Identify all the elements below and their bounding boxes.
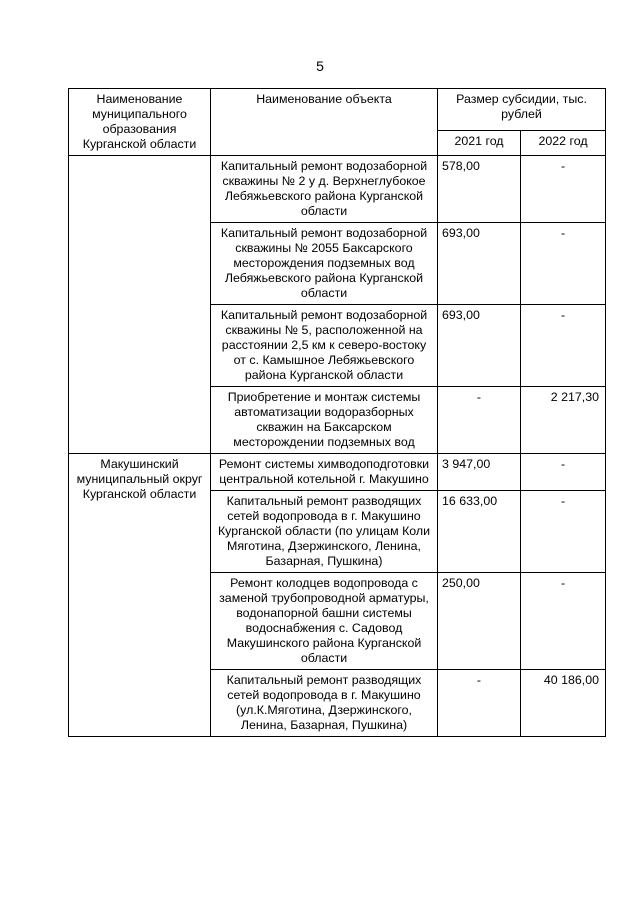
page-number: 5 (316, 58, 324, 74)
object-cell: Приобретение и монтаж системы автоматизации водоразборных скважин на Баксарском месторождении подземных вод (211, 387, 438, 454)
value-2021-cell: 693,00 (438, 305, 521, 387)
value-2022-cell: 40 186,00 (521, 670, 606, 737)
object-cell: Ремонт колодцев водопровода с заменой трубопроводной арматуры, водонапорной башни системы водоснабжения с. Садовод Макушинского района Курганской области (211, 573, 438, 670)
value-2021-cell: 578,00 (438, 156, 521, 223)
value-2021-cell: - (438, 387, 521, 454)
object-cell: Капитальный ремонт водозаборной скважины № 2055 Баксарского месторождения подземных вод Лебяжьевского района Курганской области (211, 223, 438, 305)
value-2021-cell: 250,00 (438, 573, 521, 670)
header-year-2022: 2022 год (521, 131, 606, 156)
header-year-2021: 2021 год (438, 131, 521, 156)
municipality-cell: Макушинский муниципальный округ Курганской области (69, 454, 211, 737)
value-2021-cell: 16 633,00 (438, 491, 521, 573)
value-2022-cell: - (521, 491, 606, 573)
header-municipality: Наименование муниципального образования Курганской области (69, 89, 211, 156)
header-object: Наименование объекта (211, 89, 438, 156)
value-2021-cell: 3 947,00 (438, 454, 521, 491)
value-2022-cell: - (521, 305, 606, 387)
object-cell: Капитальный ремонт разводящих сетей водопровода в г. Макушино (ул.К.Мяготина, Дзержинского, Ленина, Базарная, Пушкина) (211, 670, 438, 737)
value-2022-cell: - (521, 156, 606, 223)
header-subsidy: Размер субсидии, тыс. рублей (438, 89, 606, 131)
value-2021-cell: - (438, 670, 521, 737)
subsidy-table (68, 88, 606, 737)
object-cell: Ремонт системы химводоподготовки центральной котельной г. Макушино (211, 454, 438, 491)
value-2022-cell: - (521, 573, 606, 670)
object-cell: Капитальный ремонт водозаборной скважины № 5, расположенной на расстоянии 2,5 км к северо-востоку от с. Камышное Лебяжьевского района Курганской области (211, 305, 438, 387)
value-2022-cell: 2 217,30 (521, 387, 606, 454)
value-2022-cell: - (521, 454, 606, 491)
object-cell: Капитальный ремонт разводящих сетей водопровода в г. Макушино Курганской области (по улицам Коли Мяготина, Дзержинского, Ленина, Базарная, Пушкина) (211, 491, 438, 573)
table-row (69, 454, 606, 491)
value-2022-cell: - (521, 223, 606, 305)
municipality-cell (69, 156, 211, 454)
object-cell: Капитальный ремонт водозаборной скважины № 2 у д. Верхнеглубокое Лебяжьевского района Курганской области (211, 156, 438, 223)
value-2021-cell: 693,00 (438, 223, 521, 305)
table-row (69, 156, 606, 223)
